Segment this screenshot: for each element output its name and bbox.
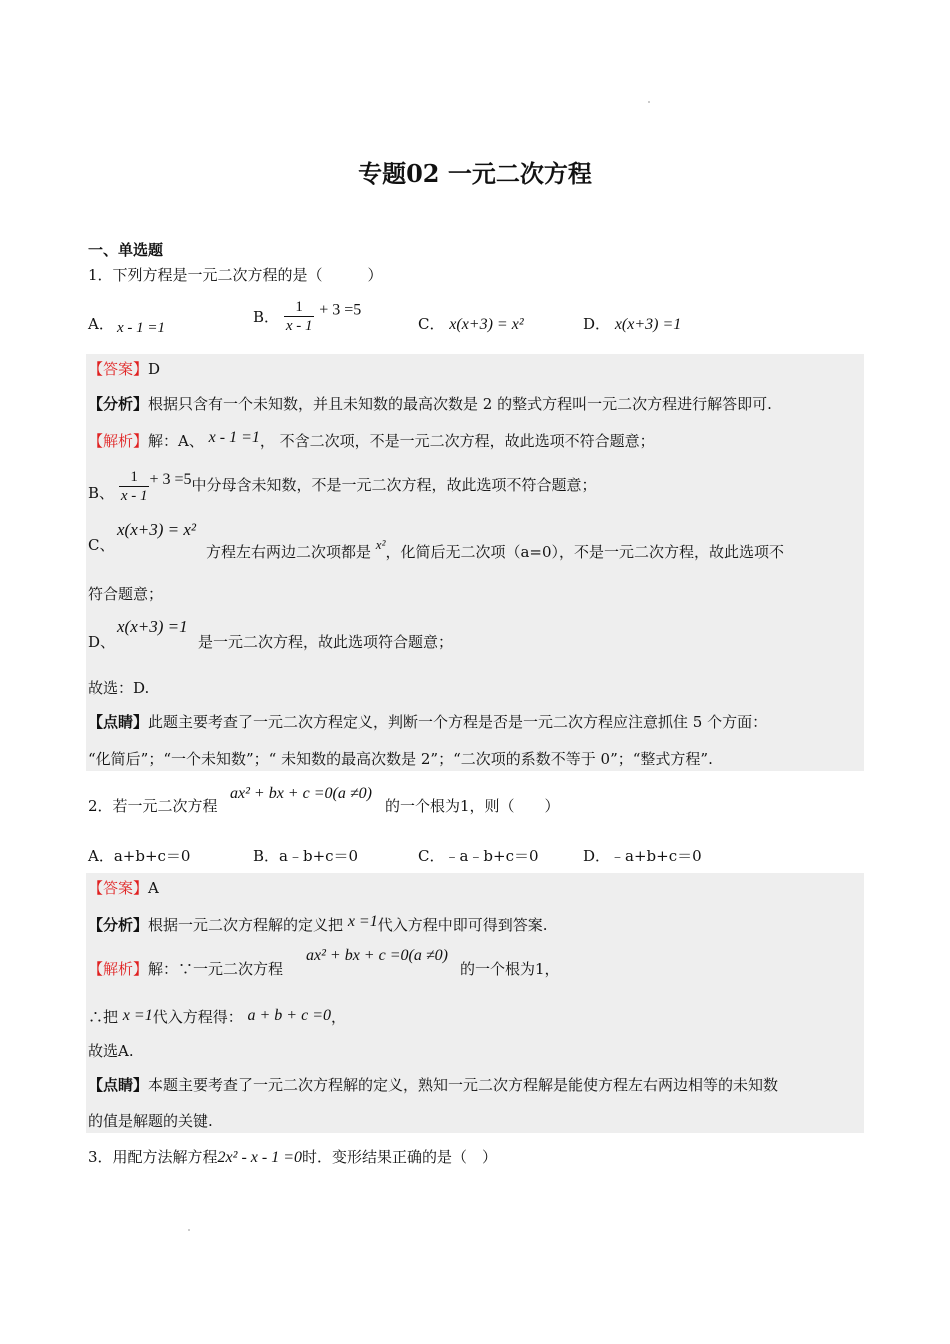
q2-solution-math: ax² + bx + c =0(a ≠0) bbox=[306, 947, 448, 964]
q1-answer-box bbox=[86, 354, 864, 771]
solution-b-fraction bbox=[119, 468, 150, 505]
solution-tag: 【解析】 bbox=[88, 432, 149, 450]
q2-solution-2 bbox=[88, 1006, 346, 1027]
q2-analysis bbox=[88, 912, 548, 935]
solution-a-post: ， 不含二次项，不是一元二次方程，故此选项不符合题意； bbox=[259, 432, 655, 450]
q1-note bbox=[88, 712, 767, 732]
q1-solution-c bbox=[88, 535, 114, 555]
q1-solution-b bbox=[88, 460, 597, 513]
note-text: 此题主要考查了一元二次方程定义，判断一个方程是否是一元二次方程应注意抓住 5 个方面： bbox=[148, 713, 768, 731]
bottom-mark bbox=[188, 1229, 190, 1231]
solution-pre: 解：∵一元二次方程 bbox=[148, 960, 284, 978]
q1-solution-c-cont: 符合题意； bbox=[88, 585, 164, 603]
q1-option-b-label: B． bbox=[253, 308, 280, 326]
solution-2-math2: a + b + c =0 bbox=[247, 1007, 331, 1024]
q1-option-c-label: C． bbox=[418, 315, 445, 333]
top-mark bbox=[648, 101, 650, 103]
answer-tag: 【答案】 bbox=[88, 879, 149, 897]
solution-2-pre: ∴把 bbox=[88, 1008, 119, 1026]
solution-tag: 【解析】 bbox=[88, 960, 149, 978]
q2-stem-pre: 2．若一元二次方程 bbox=[88, 797, 218, 815]
q1-option-c bbox=[418, 313, 524, 334]
q1-analysis bbox=[88, 394, 772, 414]
q1-solution-d-math: x(x+3) =1 bbox=[117, 617, 188, 636]
analysis-text: 根据只含有一个未知数，并且未知数的最高次数是 2 的整式方程叫一元二次方程进行解答即可. bbox=[148, 395, 772, 413]
fraction-numerator: 1 bbox=[130, 468, 138, 485]
q1-option-d-label: D． bbox=[583, 315, 611, 333]
q2-choose: 故选A. bbox=[88, 1042, 134, 1060]
q1-solution-c-math: x(x+3) = x² bbox=[117, 520, 196, 539]
section-heading: 一、单选题 bbox=[88, 241, 164, 259]
q1-solution-a bbox=[88, 428, 655, 451]
analysis-post: 代入方程中即可得到答案. bbox=[377, 916, 548, 934]
solution-c-pre: C、 bbox=[88, 536, 115, 554]
q2-solution-post: 的一个根为1， bbox=[460, 960, 560, 978]
q1-answer bbox=[88, 359, 160, 379]
q1-option-b-fraction bbox=[284, 298, 315, 335]
q2-option-d: D．﹣a+b+c＝0 bbox=[583, 847, 702, 865]
q1-option-d-math: x(x+3) =1 bbox=[614, 316, 682, 333]
q2-stem-math: ax² + bx + c =0(a ≠0) bbox=[230, 785, 372, 802]
solution-d-pre: D、 bbox=[88, 633, 116, 651]
q2-option-b: B．a﹣b+c＝0 bbox=[253, 847, 359, 865]
q3-stem-math: 2x² - x - 1 =0 bbox=[217, 1149, 302, 1166]
solution-2-math1: x =1 bbox=[122, 1007, 153, 1024]
fraction-denominator: x - 1 bbox=[120, 487, 148, 504]
q1-solution-d-post: 是一元二次方程，故此选项符合题意； bbox=[198, 633, 454, 651]
q3-stem-post: 时．变形结果正确的是（ ） bbox=[302, 1148, 498, 1166]
q2-note-cont: 的值是解题的关键. bbox=[88, 1112, 213, 1130]
q3-stem-pre: 3．用配方法解方程 bbox=[88, 1148, 218, 1166]
q2-option-a: A．a+b+c＝0 bbox=[88, 847, 191, 865]
solution-a-pre: 解：A、 bbox=[148, 432, 204, 450]
answer-tag: 【答案】 bbox=[88, 360, 149, 378]
solution-a-math: x - 1 =1 bbox=[208, 429, 260, 446]
q1-option-a bbox=[88, 313, 114, 334]
analysis-tag: 【分析】 bbox=[88, 916, 149, 934]
q1-note-cont: “化简后”；“一个未知数”；“ 未知数的最高次数是 2”；“二次项的系数不等于 0”；“整式方程”. bbox=[88, 750, 713, 768]
fraction-denominator: x - 1 bbox=[285, 318, 313, 334]
q1-option-a-math: x - 1 =1 bbox=[117, 320, 166, 336]
note-text: 本题主要考查了一元二次方程解的定义，熟知一元二次方程解是能使方程左右两边相等的未知数 bbox=[148, 1076, 779, 1094]
answer-value: A bbox=[148, 879, 159, 897]
note-tag: 【点睛】 bbox=[88, 1076, 149, 1094]
q1-option-d bbox=[583, 313, 681, 334]
q2-stem-post: 的一个根为1，则（ ） bbox=[385, 797, 560, 815]
q1-option-b bbox=[253, 298, 361, 335]
q2-option-c: C．﹣a﹣b+c＝0 bbox=[418, 847, 539, 865]
solution-b-pre: B、 bbox=[88, 484, 115, 502]
q1-option-b-rest: + 3 =5 bbox=[319, 301, 362, 319]
fraction-numerator: 1 bbox=[295, 299, 303, 315]
answer-value: D bbox=[148, 360, 161, 378]
q2-solution bbox=[88, 959, 283, 979]
solution-c-post: ，化简后无二次项（a=0），不是一元二次方程，故此选项不 bbox=[385, 543, 785, 561]
analysis-math: x =1 bbox=[347, 913, 378, 930]
solution-c-mid: 方程左右两边二次项都是 bbox=[206, 543, 372, 561]
analysis-pre: 根据一元二次方程解的定义把 bbox=[148, 916, 344, 934]
note-tag: 【点睛】 bbox=[88, 713, 149, 731]
solution-b-rest: + 3 =5 bbox=[149, 471, 192, 488]
q1-solution-d bbox=[88, 632, 115, 652]
q1-choose: 故选：D. bbox=[88, 679, 150, 697]
solution-b-post: 中分母含未知数，不是一元二次方程，故此选项不符合题意； bbox=[191, 476, 597, 494]
solution-c-x2: x² bbox=[375, 537, 386, 552]
q1-solution-c-text bbox=[206, 535, 784, 562]
analysis-tag: 【分析】 bbox=[88, 395, 149, 413]
q3-stem bbox=[88, 1147, 497, 1168]
q1-option-a-label: A． bbox=[88, 315, 114, 333]
q2-answer bbox=[88, 878, 159, 898]
page-title: 专题02 一元二次方程 bbox=[358, 159, 592, 188]
q1-option-c-math: x(x+3) = x² bbox=[449, 316, 524, 333]
q1-stem: 1．下列方程是一元二次方程的是（ ） bbox=[88, 266, 383, 284]
solution-2-post: ， bbox=[331, 1008, 347, 1026]
q2-stem bbox=[88, 796, 218, 816]
solution-2-mid: 代入方程得： bbox=[152, 1008, 243, 1026]
q2-note bbox=[88, 1075, 778, 1095]
